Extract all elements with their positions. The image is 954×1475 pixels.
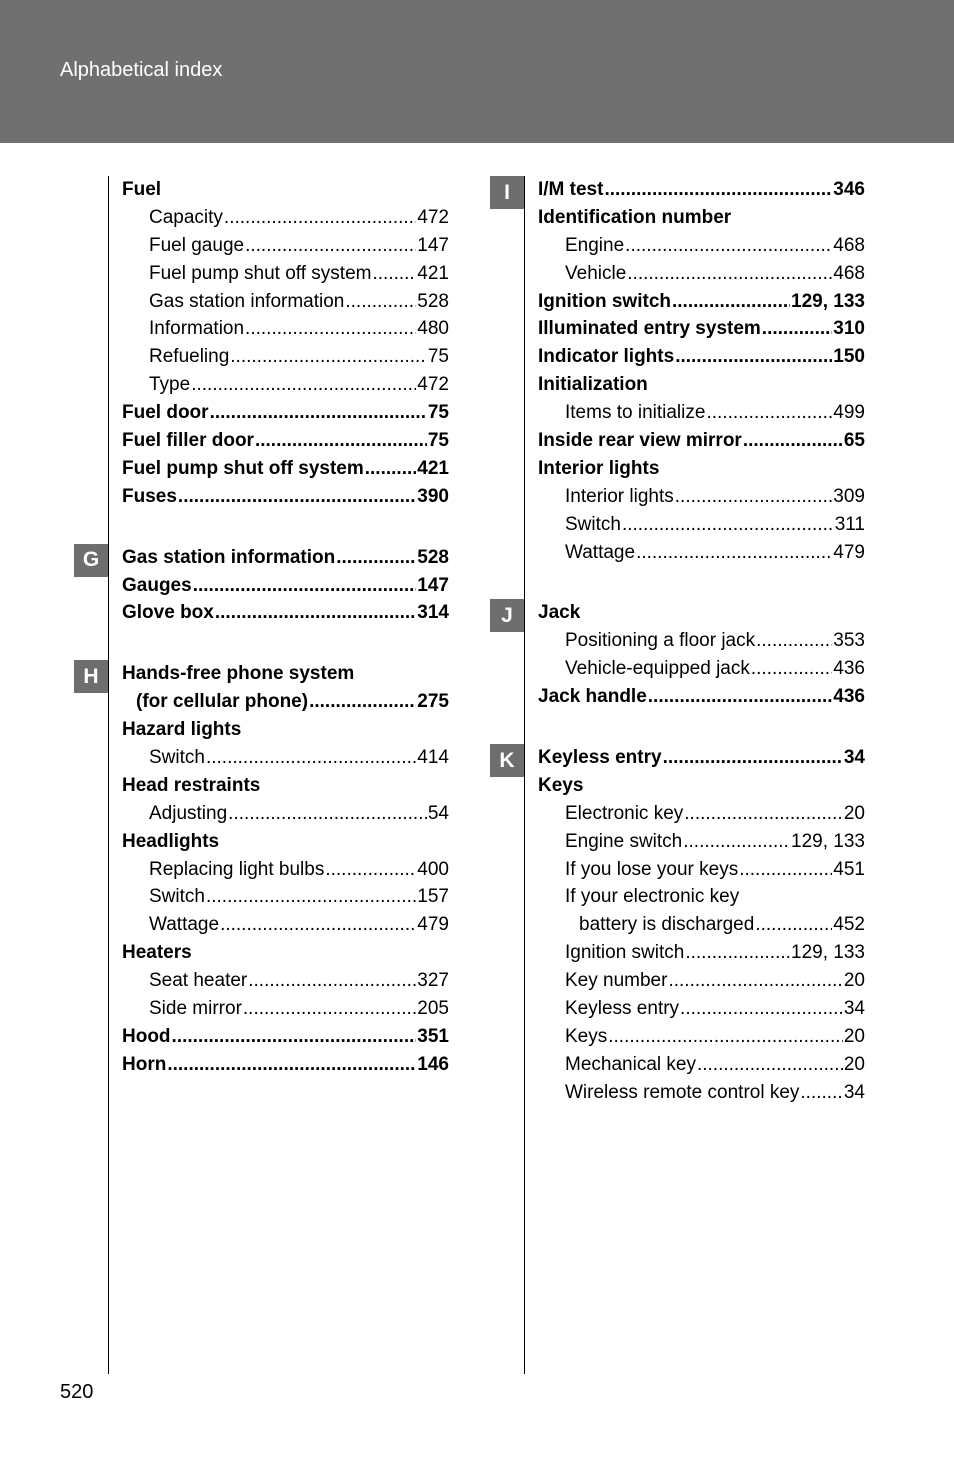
index-entry [538,483,865,511]
index-entry [538,511,865,539]
leader-dots [215,602,416,624]
entry-label: Vehicle-equipped jack [565,658,750,680]
entry-label: Horn [122,1053,167,1075]
entry-page-number: 528 [417,546,449,568]
leader-dots [193,575,417,597]
index-entry [538,772,865,800]
entry-page-number: 311 [834,513,865,535]
entry-page-number: 129, 133 [791,942,865,964]
index-entry [538,427,865,455]
entry-page-number: 472 [417,206,449,228]
entry-label: Information [149,318,245,340]
leader-dots [325,859,416,881]
leader-dots [672,291,790,313]
leader-dots [604,179,832,201]
entry-label: Engine switch [565,830,683,852]
entry-page-number: 499 [833,402,865,424]
entry-label: Fuel [122,178,162,200]
entry-page-number: 310 [833,318,865,340]
entry-label: Hood [122,1025,171,1047]
leader-dots [220,914,416,936]
entry-page-number: 451 [833,858,865,880]
entry-label: Engine [565,234,625,256]
leader-dots [739,859,832,881]
entry-page-number: 205 [417,997,449,1019]
index-entry [122,260,449,288]
entry-label: Switch [149,746,205,768]
leader-dots [245,318,416,340]
entry-label: Fuel door [122,402,209,424]
entry-label: Electronic key [565,802,684,824]
entry-label: Inside rear view mirror [538,429,742,451]
entry-label: Jack handle [538,686,647,708]
entry-label: Adjusting [149,802,228,824]
entry-label: Keyless entry [565,997,680,1019]
leader-dots [309,691,416,713]
index-entry [122,544,449,572]
entry-page-number: 400 [417,858,449,880]
index-entry [538,343,865,371]
index-entry [122,483,449,511]
index-section [83,660,449,1078]
entry-page-number: 390 [417,485,449,507]
leader-dots [372,263,416,285]
entry-label: Wattage [565,541,636,563]
leader-dots [345,291,416,313]
left-column-rule [108,176,109,1374]
index-entry [122,772,449,800]
leader-dots [685,942,790,964]
entry-page-number: 20 [843,1025,865,1047]
entry-label: Seat heater [149,970,248,992]
index-entry [122,688,449,716]
index-entry [538,683,865,711]
page-number: 520 [60,1381,94,1403]
leader-dots [755,914,832,936]
entry-label: Items to initialize [565,402,706,424]
index-entry [122,427,449,455]
entry-page-number: 75 [427,429,449,451]
entry-page-number: 75 [427,402,449,424]
leader-dots [622,514,834,536]
entry-page-number: 150 [833,346,865,368]
entry-label: Capacity [149,206,223,228]
index-entry [122,744,449,772]
index-section [82,544,449,628]
index-entry [122,1051,449,1079]
entry-label: Fuel pump shut off system [149,262,372,284]
entry-page-number: 452 [833,914,865,936]
leader-dots [680,998,843,1020]
entry-label: If your electronic key [565,886,740,908]
entry-page-number: 34 [843,997,865,1019]
index-entry [122,232,449,260]
entry-label: Ignition switch [538,290,671,312]
index-entry [122,995,449,1023]
entry-page-number: 468 [833,234,865,256]
section-gap [122,511,449,544]
leader-dots [706,402,832,424]
entry-page-number: 468 [833,262,865,284]
index-entry [538,176,865,204]
entry-label: Headlights [122,830,220,852]
entry-label: Keys [538,774,584,796]
right-column-rule [524,176,525,1374]
index-entry [122,371,449,399]
entry-page-number: 34 [843,746,865,768]
index-entry [538,288,865,316]
leader-dots [668,970,842,992]
leader-dots [675,486,833,508]
leader-dots [336,547,416,569]
leader-dots [625,235,832,257]
index-entry [122,572,449,600]
leader-dots [751,658,832,680]
entry-page-number: 528 [417,290,449,312]
index-entry [122,967,449,995]
leader-dots [627,263,832,285]
entry-page-number: 129, 133 [791,830,865,852]
entry-label: (for cellular phone) [136,691,309,713]
entry-page-number: 472 [417,374,449,396]
entry-page-number: 314 [417,602,449,624]
index-entry [538,828,865,856]
index-column-left [82,176,449,1079]
index-section [122,176,449,511]
section-letter-tab: G [74,544,108,577]
entry-page-number: 75 [427,346,449,368]
section-gap [538,566,865,599]
entry-label: Side mirror [149,997,242,1019]
entry-page-number: 34 [843,1081,865,1103]
leader-dots [167,1054,416,1076]
leader-dots [245,235,416,257]
leader-dots [608,1026,843,1048]
entry-label: Hands-free phone system [122,663,355,685]
entry-page-number: 147 [417,234,449,256]
entry-page-number: 479 [833,541,865,563]
index-entry [538,1023,865,1051]
leader-dots [697,1054,843,1076]
index-section [501,599,865,711]
index-entry [538,455,865,483]
index-entry [538,883,865,911]
section-letter-tab: J [490,599,524,632]
leader-dots [800,1082,842,1104]
index-entry [122,939,449,967]
entry-page-number: 480 [417,318,449,340]
index-entry [538,967,865,995]
index-entry [122,856,449,884]
entry-label: Gas station information [149,290,345,312]
index-entry [122,399,449,427]
index-entry [122,716,449,744]
entry-page-number: 157 [417,886,449,908]
index-entry [122,828,449,856]
index-entry [538,371,865,399]
entry-label: battery is discharged [579,914,755,936]
entry-label: Indicator lights [538,346,675,368]
entry-label: Fuel pump shut off system [122,457,364,479]
entry-label: Refueling [149,346,230,368]
entry-page-number: 146 [417,1053,449,1075]
entry-page-number: 421 [417,457,449,479]
entry-page-number: 351 [417,1025,449,1047]
entry-label: Wattage [149,914,220,936]
header-title: Alphabetical index [60,59,223,81]
entry-label: Ignition switch [565,942,685,964]
leader-dots [230,346,427,368]
entry-page-number: 346 [833,178,865,200]
leader-dots [248,970,416,992]
entry-label: Initialization [538,374,648,396]
index-entry [538,399,865,427]
leader-dots [663,747,843,769]
section-letter-tab: I [490,176,524,209]
index-entry [538,911,865,939]
entry-label: Glove box [122,602,214,624]
index-entry [538,1079,865,1107]
leader-dots [684,803,843,825]
entry-label: Gas station information [122,546,336,568]
entry-label: I/M test [538,178,604,200]
leader-dots [191,374,416,396]
entry-label: Switch [565,513,621,535]
leader-dots [743,430,843,452]
index-entry [538,315,865,343]
index-entry [122,204,449,232]
entry-page-number: 20 [843,1053,865,1075]
entry-page-number: 414 [417,746,449,768]
index-entry [538,599,865,627]
index-entry [122,883,449,911]
leader-dots [178,486,416,508]
leader-dots [636,542,832,564]
entry-page-number: 309 [833,485,865,507]
entry-page-number: 20 [843,802,865,824]
index-entry [538,939,865,967]
entry-label: Replacing light bulbs [149,858,325,880]
leader-dots [206,886,416,908]
index-entry [122,660,449,688]
index-entry [538,232,865,260]
entry-label: Switch [149,886,205,908]
leader-dots [675,346,832,368]
leader-dots [756,630,832,652]
entry-page-number: 436 [833,686,865,708]
index-entry [538,744,865,772]
leader-dots [228,803,427,825]
index-entry [538,260,865,288]
entry-page-number: 353 [833,630,865,652]
entry-label: Type [149,374,191,396]
leader-dots [255,430,427,452]
index-entry [538,995,865,1023]
index-entry [122,1023,449,1051]
index-entry [122,599,449,627]
index-entry [122,455,449,483]
entry-page-number: 129, 133 [791,290,865,312]
leader-dots [365,458,417,480]
index-entry [538,539,865,567]
leader-dots [762,318,833,340]
leader-dots [224,207,416,229]
entry-label: Interior lights [538,457,660,479]
entry-label: Fuel gauge [149,234,245,256]
entry-page-number: 147 [417,574,449,596]
entry-label: Jack [538,602,581,624]
entry-label: Gauges [122,574,192,596]
entry-page-number: 275 [417,691,449,713]
entry-label: Vehicle [565,262,627,284]
leader-dots [648,686,833,708]
index-entry [122,800,449,828]
index-section [504,176,865,566]
leader-dots [243,998,416,1020]
entry-page-number: 20 [843,970,865,992]
index-entry [122,343,449,371]
entry-label: Fuses [122,485,177,507]
leader-dots [683,831,790,853]
entry-label: Head restraints [122,774,261,796]
entry-page-number: 421 [417,262,449,284]
entry-label: Hazard lights [122,719,242,741]
index-entry [538,204,865,232]
entry-label: Mechanical key [565,1053,696,1075]
entry-page-number: 436 [833,658,865,680]
index-entry [538,800,865,828]
entry-label: Fuel filler door [122,429,254,451]
leader-dots [206,747,416,769]
page-header [0,0,954,143]
entry-label: If you lose your keys [565,858,739,880]
index-entry [538,1051,865,1079]
index-column-right [499,176,865,1107]
entry-label: Keyless entry [538,746,662,768]
entry-label: Positioning a floor jack [565,630,756,652]
leader-dots [210,402,427,424]
index-entry [122,911,449,939]
entry-label: Key number [565,970,668,992]
entry-label: Wireless remote control key [565,1081,800,1103]
index-section [499,744,865,1107]
section-letter-tab: K [490,744,524,777]
entry-label: Illuminated entry system [538,318,761,340]
index-entry [538,627,865,655]
section-gap [122,627,449,660]
entry-label: Heaters [122,942,192,964]
section-gap [538,711,865,744]
entry-page-number: 65 [843,429,865,451]
index-entry [538,655,865,683]
index-entry [122,176,449,204]
entry-label: Interior lights [565,485,674,507]
index-entry [538,856,865,884]
entry-page-number: 479 [417,914,449,936]
entry-label: Keys [565,1025,608,1047]
entry-page-number: 327 [417,970,449,992]
leader-dots [172,1026,417,1048]
index-entry [122,288,449,316]
section-letter-tab: H [74,660,108,693]
index-entry [122,315,449,343]
entry-page-number: 54 [427,802,449,824]
entry-label: Identification number [538,206,732,228]
